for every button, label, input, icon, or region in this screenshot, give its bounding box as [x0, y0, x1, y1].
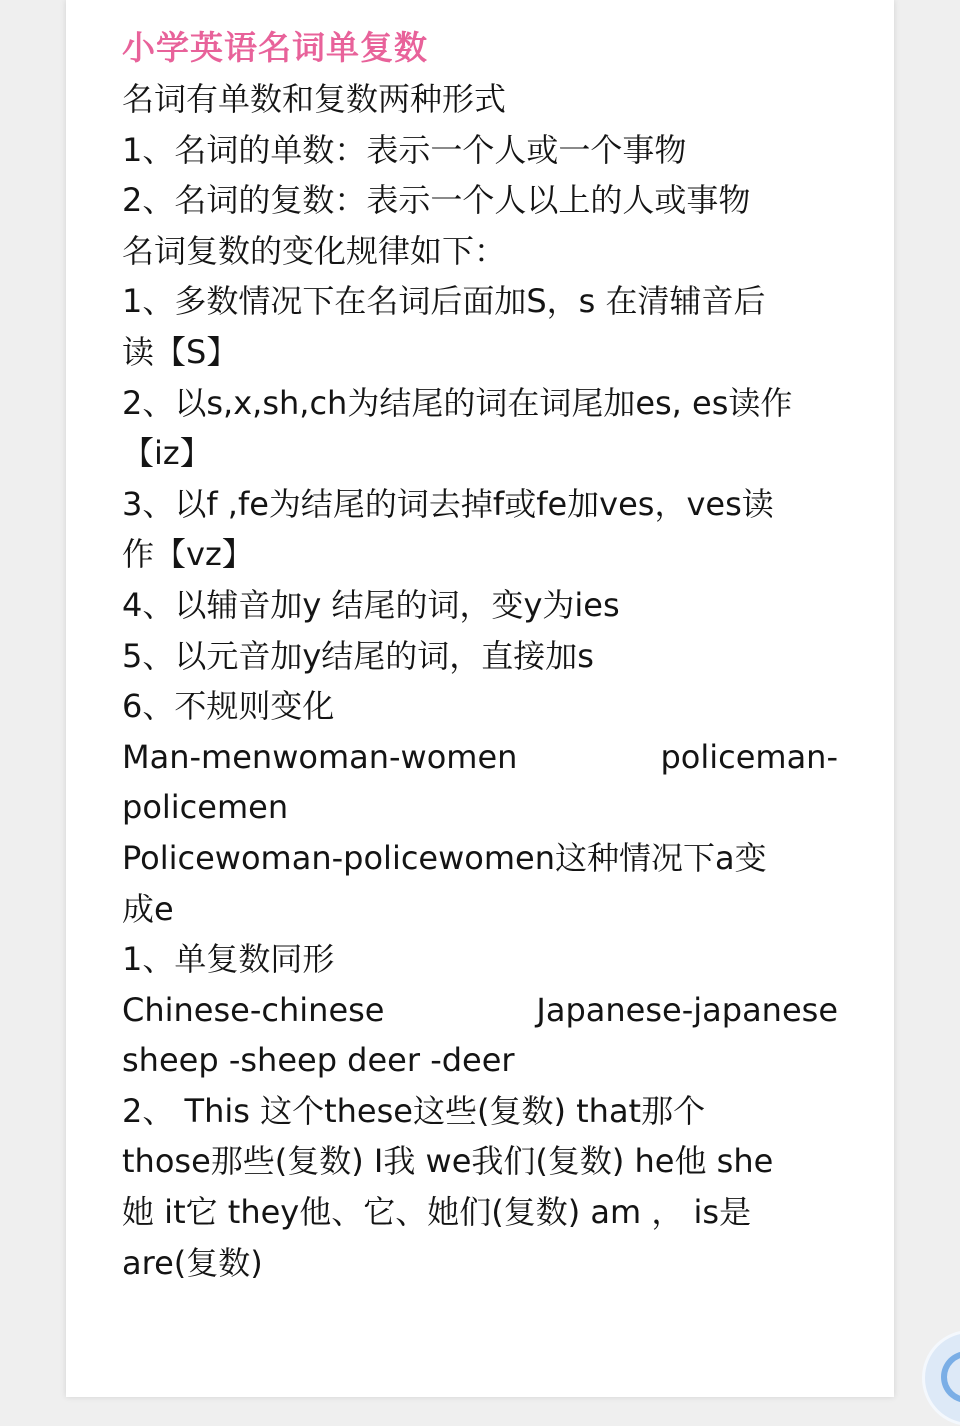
floating-assistant-icon[interactable] [922, 1330, 960, 1426]
text-line: Policewoman-policewomen这种情况下a变 [122, 838, 767, 877]
text-line: are(复数) [122, 1243, 263, 1282]
text-line: 名词有单数和复数两种形式 [122, 80, 507, 118]
text-line: 5、以元音加y结尾的词，直接加s [122, 636, 594, 675]
text-line: 1、多数情况下在名词后面加S，s 在清辅音后 [122, 282, 766, 321]
assistant-ring-icon [941, 1351, 960, 1403]
text-line: 6、不规则变化 [122, 687, 335, 726]
text-line: 3、以f ,fe为结尾的词去掉f或fe加ves，ves读 [122, 484, 774, 523]
irregular-row-right: policeman- [660, 737, 838, 776]
text-line: 2、名词的复数：表示一个人以上的人或事物 [122, 181, 751, 220]
text-line: 2、以s,x,sh,ch为结尾的词在词尾加es, es读作 [122, 383, 793, 422]
same-form-row-right: Japanese-japanese [536, 990, 838, 1029]
document-content [122, 22, 838, 1288]
text-line: 【iz】 [122, 434, 212, 473]
text-line: 作【vz】 [122, 535, 254, 574]
text-line: 4、以辅音加y 结尾的词，变y为ies [122, 585, 620, 624]
same-form-row [122, 985, 838, 1036]
text-line: 名词复数的变化规律如下： [122, 231, 507, 270]
same-form-row-left: Chinese-chinese [122, 990, 385, 1029]
document-title: 小学英语名词单复数 [122, 28, 428, 67]
text-line: 她 it它 they他、它、她们(复数) am ， is是 [122, 1193, 752, 1232]
text-line: policemen [122, 788, 289, 827]
text-line: those那些(复数) I我 we我们(复数) he他 she [122, 1142, 774, 1181]
text-line: 成e [122, 889, 174, 928]
text-line: sheep -sheep deer -deer [122, 1041, 515, 1080]
text-line: 1、名词的单数：表示一个人或一个事物 [122, 130, 687, 169]
text-line: 读【S】 [122, 332, 239, 371]
irregular-row-left: Man-menwoman-women [122, 737, 518, 776]
text-line: 2、 This 这个these这些(复数) that那个 [122, 1091, 706, 1130]
irregular-row [122, 732, 838, 783]
text-line: 1、单复数同形 [122, 940, 335, 979]
